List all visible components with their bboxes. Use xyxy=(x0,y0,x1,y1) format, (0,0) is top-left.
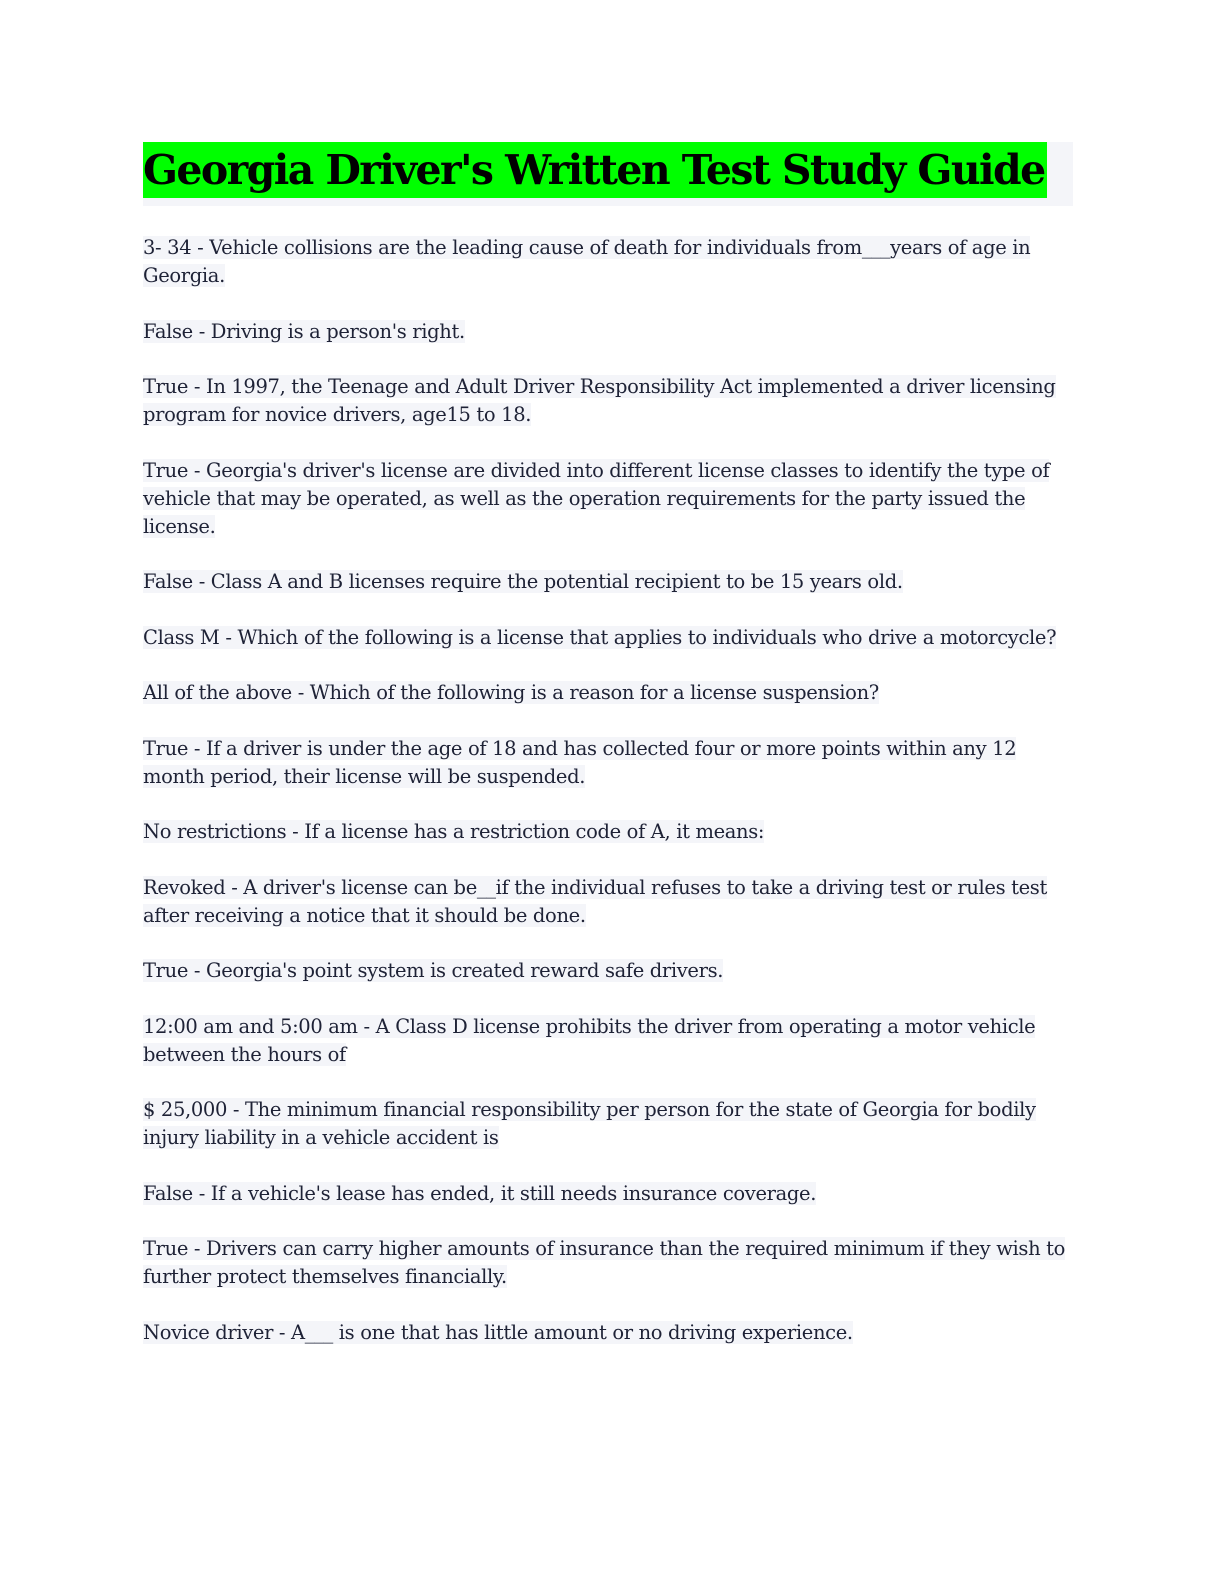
study-item-text: Class M - Which of the following is a license that applies to individuals who drive a motorcycle? xyxy=(143,625,1057,649)
page-title: Georgia Driver's Written Test Study Guide xyxy=(143,142,1047,198)
study-item-text: Novice driver - A___ is one that has little amount or no driving experience. xyxy=(143,1320,853,1344)
study-item xyxy=(143,568,1073,596)
study-item xyxy=(143,318,1073,346)
study-item xyxy=(143,735,1073,791)
study-item-text: False - Class A and B licenses require the potential recipient to be 15 years old. xyxy=(143,570,903,593)
study-item xyxy=(143,957,1073,985)
study-item-text: No restrictions - If a license has a restriction code of A, it means: xyxy=(143,820,765,843)
study-item xyxy=(143,373,1073,429)
study-item xyxy=(143,624,1073,652)
study-item-text: True - If a driver is under the age of 18 and has collected four or more points within any 12 month period, their license will be suspended. xyxy=(143,736,1017,788)
study-item xyxy=(143,1180,1073,1208)
study-item-text: All of the above - Which of the following is a reason for a license suspension? xyxy=(143,681,879,704)
study-item xyxy=(143,1319,1073,1347)
study-item-text: False - If a vehicle's lease has ended, it still needs insurance coverage. xyxy=(143,1181,817,1205)
study-item-text: $ 25,000 - The minimum financial responsibility per person for the state of Georgia for bodily injury liability in a vehicle accident is xyxy=(143,1098,1036,1149)
study-item-text: True - Georgia's point system is created reward safe drivers. xyxy=(143,959,724,982)
study-items-list xyxy=(143,234,1073,1347)
study-item xyxy=(143,234,1073,290)
study-item xyxy=(143,874,1073,930)
document-page xyxy=(143,142,1073,1374)
study-item xyxy=(143,818,1073,846)
study-item xyxy=(143,457,1073,541)
study-item-text: True - Drivers can carry higher amounts of insurance than the required minimum if they wish to further protect themselves financially. xyxy=(143,1237,1066,1288)
study-item xyxy=(143,1013,1073,1069)
study-item xyxy=(143,1096,1073,1152)
study-item-text: False - Driving is a person's right. xyxy=(143,319,465,343)
study-item-text: True - Georgia's driver's license are divided into different license classes to identify the type of vehicle that may be operated, as well as the operation requirements for the party issued the license. xyxy=(143,458,1050,538)
study-item-text: True - In 1997, the Teenage and Adult Driver Responsibility Act implemented a driver licensing program for novice drivers, age15 to 18. xyxy=(143,375,1056,426)
study-item-text: 3- 34 - Vehicle collisions are the leading cause of death for individuals from___years of age in Georgia. xyxy=(143,236,1031,287)
study-item-text: Revoked - A driver's license can be__if the individual refuses to take a driving test or rules test after receiving a notice that it should be done. xyxy=(143,875,1047,927)
study-item xyxy=(143,679,1073,707)
study-item xyxy=(143,1235,1073,1291)
title-block xyxy=(143,142,1073,206)
study-item-text: 12:00 am and 5:00 am - A Class D license prohibits the driver from operating a motor vehicle between the hours of xyxy=(143,1014,1036,1066)
